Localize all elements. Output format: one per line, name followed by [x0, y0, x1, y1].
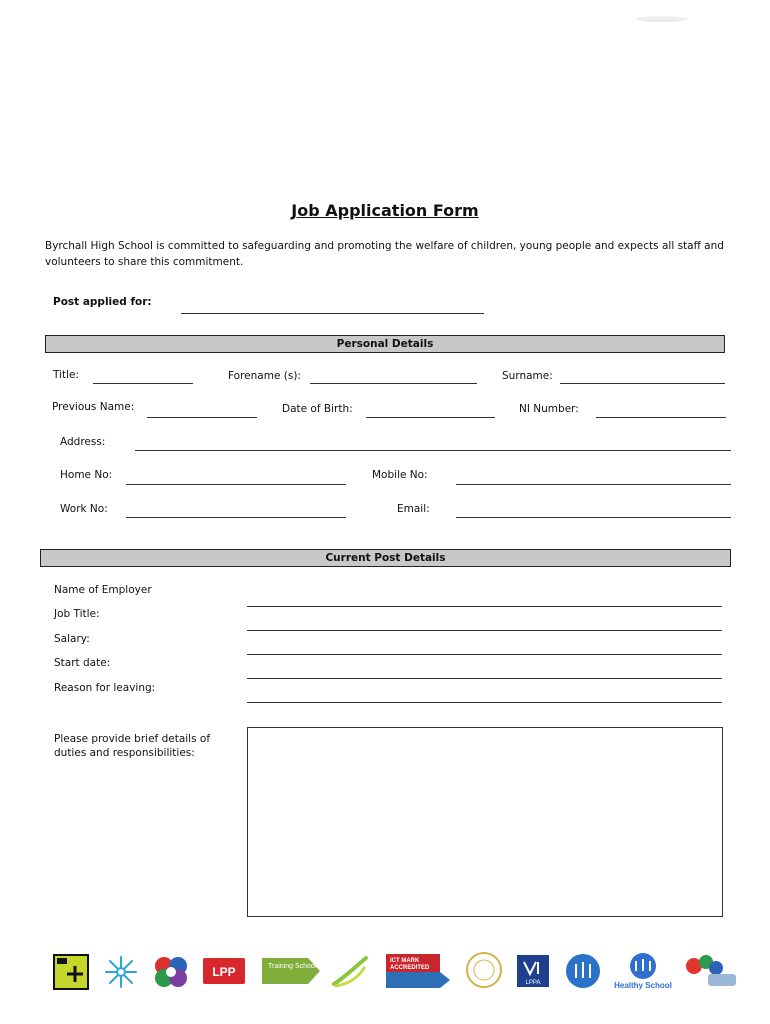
job-title-field[interactable] [247, 630, 722, 631]
ni-number-label: NI Number: [519, 403, 579, 415]
start-date-label: Start date: [54, 657, 111, 669]
address-label: Address: [60, 436, 106, 448]
job-title-label: Job Title: [54, 608, 100, 620]
flower-logo-icon [152, 950, 190, 990]
mobile-no-label: Mobile No: [372, 469, 428, 481]
training-school-logo [262, 950, 320, 990]
training-school-text: Training School [268, 963, 317, 970]
ict-accredited-text: ACCREDITED [390, 965, 430, 971]
ni-number-field[interactable] [596, 417, 726, 418]
colorful-award-logo-icon [682, 950, 738, 990]
email-label: Email: [397, 503, 430, 515]
duties-label-line1: Please provide brief details of [54, 733, 211, 745]
header-decoration [636, 16, 688, 22]
duties-label-line2: duties and responsibilities: [54, 747, 195, 759]
home-no-label: Home No: [60, 469, 113, 481]
forename-label: Forename (s): [228, 370, 301, 382]
page-title: Job Application Form [291, 201, 479, 220]
lppa-logo [516, 950, 550, 990]
employer-field[interactable] [247, 606, 722, 607]
snowflake-logo-icon [103, 950, 139, 990]
duties-textarea[interactable] [247, 727, 723, 917]
ict-mark-text: ICT MARK [390, 958, 420, 964]
surname-field[interactable] [560, 383, 725, 384]
address-field[interactable] [135, 450, 731, 451]
family-logo-icon [564, 950, 602, 990]
current-post-heading: Current Post Details [40, 549, 731, 567]
salary-field[interactable] [247, 654, 722, 655]
intro-text: Byrchall High School is committed to safeguarding and promoting the welfare of children, young people and expects all staff and volunteers to share this commitment. [45, 240, 724, 268]
mobile-no-field[interactable] [456, 484, 731, 485]
post-applied-label: Post applied for: [53, 296, 152, 308]
title-label: Title: [53, 369, 80, 381]
title-field[interactable] [93, 383, 193, 384]
reason-leaving-label: Reason for leaving: [54, 682, 156, 694]
personal-details-heading: Personal Details [45, 335, 725, 353]
ict-mark-logo [386, 950, 450, 990]
reason-leaving-field[interactable] [247, 702, 722, 703]
lppa-text: LPPA [525, 980, 541, 986]
healthy-school-text: Healthy School [614, 981, 672, 990]
salary-label: Salary: [54, 633, 90, 645]
forename-field[interactable] [310, 383, 477, 384]
start-date-field[interactable] [247, 678, 722, 679]
leaf-logo-icon [330, 950, 370, 990]
email-field[interactable] [456, 517, 731, 518]
previous-name-field[interactable] [147, 417, 257, 418]
lpp-logo-text: LPP [212, 965, 236, 979]
arts-council-logo-icon [464, 950, 504, 990]
work-no-field[interactable] [126, 517, 346, 518]
plus-logo-icon [53, 950, 89, 990]
previous-name-label: Previous Name: [52, 401, 135, 413]
work-no-label: Work No: [60, 503, 108, 515]
post-applied-field[interactable] [181, 313, 484, 314]
surname-label: Surname: [502, 370, 553, 382]
lpp-logo [203, 950, 245, 990]
healthy-school-logo [612, 950, 674, 990]
employer-label: Name of Employer [54, 584, 152, 596]
dob-label: Date of Birth: [282, 403, 353, 415]
dob-field[interactable] [366, 417, 495, 418]
home-no-field[interactable] [126, 484, 346, 485]
